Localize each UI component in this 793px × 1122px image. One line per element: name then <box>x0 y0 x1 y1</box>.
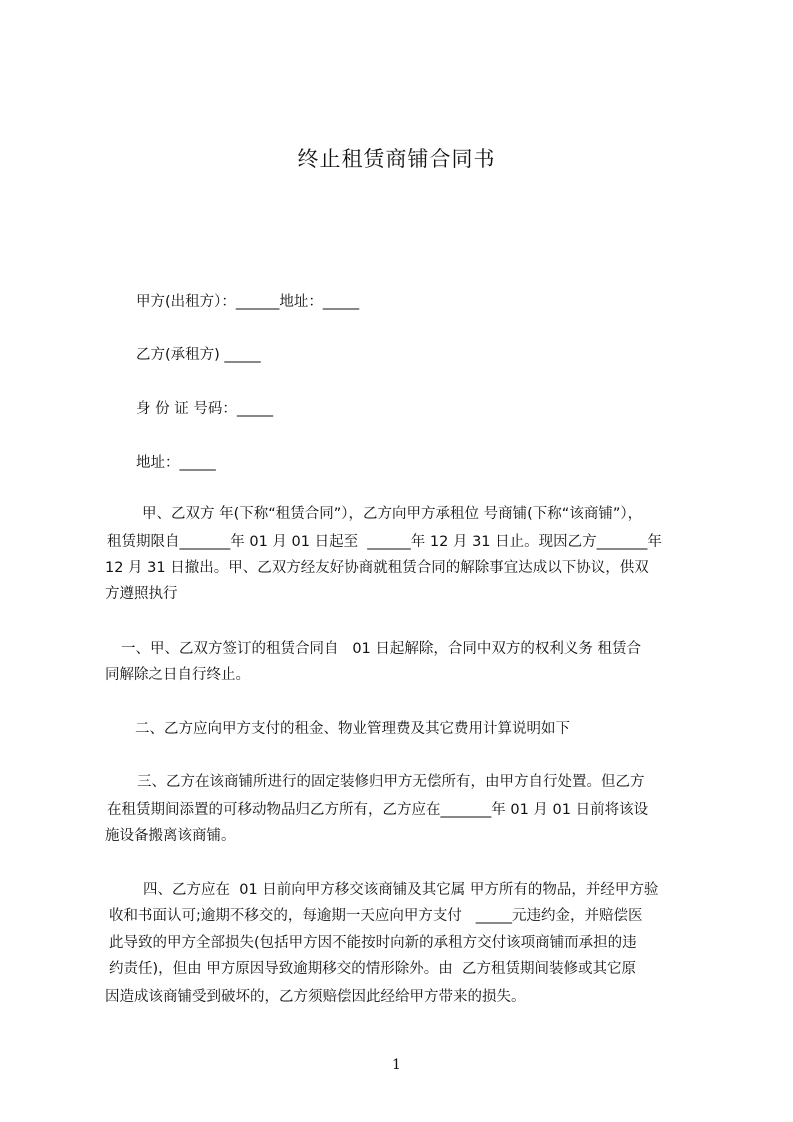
clause-3-line-3: 施设备搬离该商铺。 <box>105 828 236 844</box>
preamble-line-4: 方遵照执行 <box>105 586 178 602</box>
clause-1-line-1: 一、甲、乙双方签订的租赁合同自 01 日起解除，合同中双方的权利义务 租赁合 <box>121 641 641 657</box>
document-title: 终止租赁商铺合同书 <box>297 147 496 171</box>
preamble-line-2: 租赁期限自_______年 01 月 01 日起至 ______年 12 月 31 日止。现因乙方_______年 <box>107 534 662 550</box>
clause-4-line-5: 因造成该商铺受到破坏的，乙方须赔偿因此经给甲方带来的损失。 <box>105 989 526 1005</box>
page-number: 1 <box>392 1057 401 1073</box>
clause-4-line-1: 四、乙方应在 01 日前向甲方移交该商铺及其它属 甲方所有的物品，并经甲方验 <box>143 882 659 898</box>
clause-4-line-2: 收和书面认可;逾期不移交的，每逾期一天应向甲方支付 _____元违约金，并赔偿医 <box>109 908 643 924</box>
preamble-line-1: 甲、乙双方 年(下称“租赁合同”），乙方向甲方承租位 号商铺(下称“该商铺”）， <box>142 506 643 522</box>
clause-4-line-3: 此导致的甲方全部损失(包括甲方因不能按时向新的承租方交付该项商铺而承担的违 <box>109 935 637 951</box>
clause-2-line-1: 二、乙方应向甲方支付的租金、物业管理费及其它费用计算说明如下 <box>135 721 570 737</box>
address-line: 地址：_____ <box>136 455 216 471</box>
id-number-line: 身 份 证 号码：_____ <box>136 401 274 417</box>
clause-4-line-4: 约责任)，但由 甲方原因导致逾期移交的情形除外。由 乙方租赁期间装修或其它原 <box>109 961 636 977</box>
party-a-line: 甲方(出租方）：______地址：_____ <box>136 294 360 310</box>
clause-3-line-2: 在租赁期间添置的可移动物品归乙方所有，乙方应在_______年 01 月 01 日前将该设 <box>107 802 649 818</box>
preamble-line-3: 12 月 31 日撤出。甲、乙双方经友好协商就租赁合同的解除事宜达成以下协议，供双 <box>105 560 649 576</box>
clause-1-line-2: 同解除之日自行终止。 <box>105 667 250 683</box>
clause-3-line-1: 三、乙方在该商铺所进行的固定装修归甲方无偿所有，由甲方自行处置。但乙方 <box>137 774 645 790</box>
party-b-line: 乙方(承租方) _____ <box>136 347 261 363</box>
